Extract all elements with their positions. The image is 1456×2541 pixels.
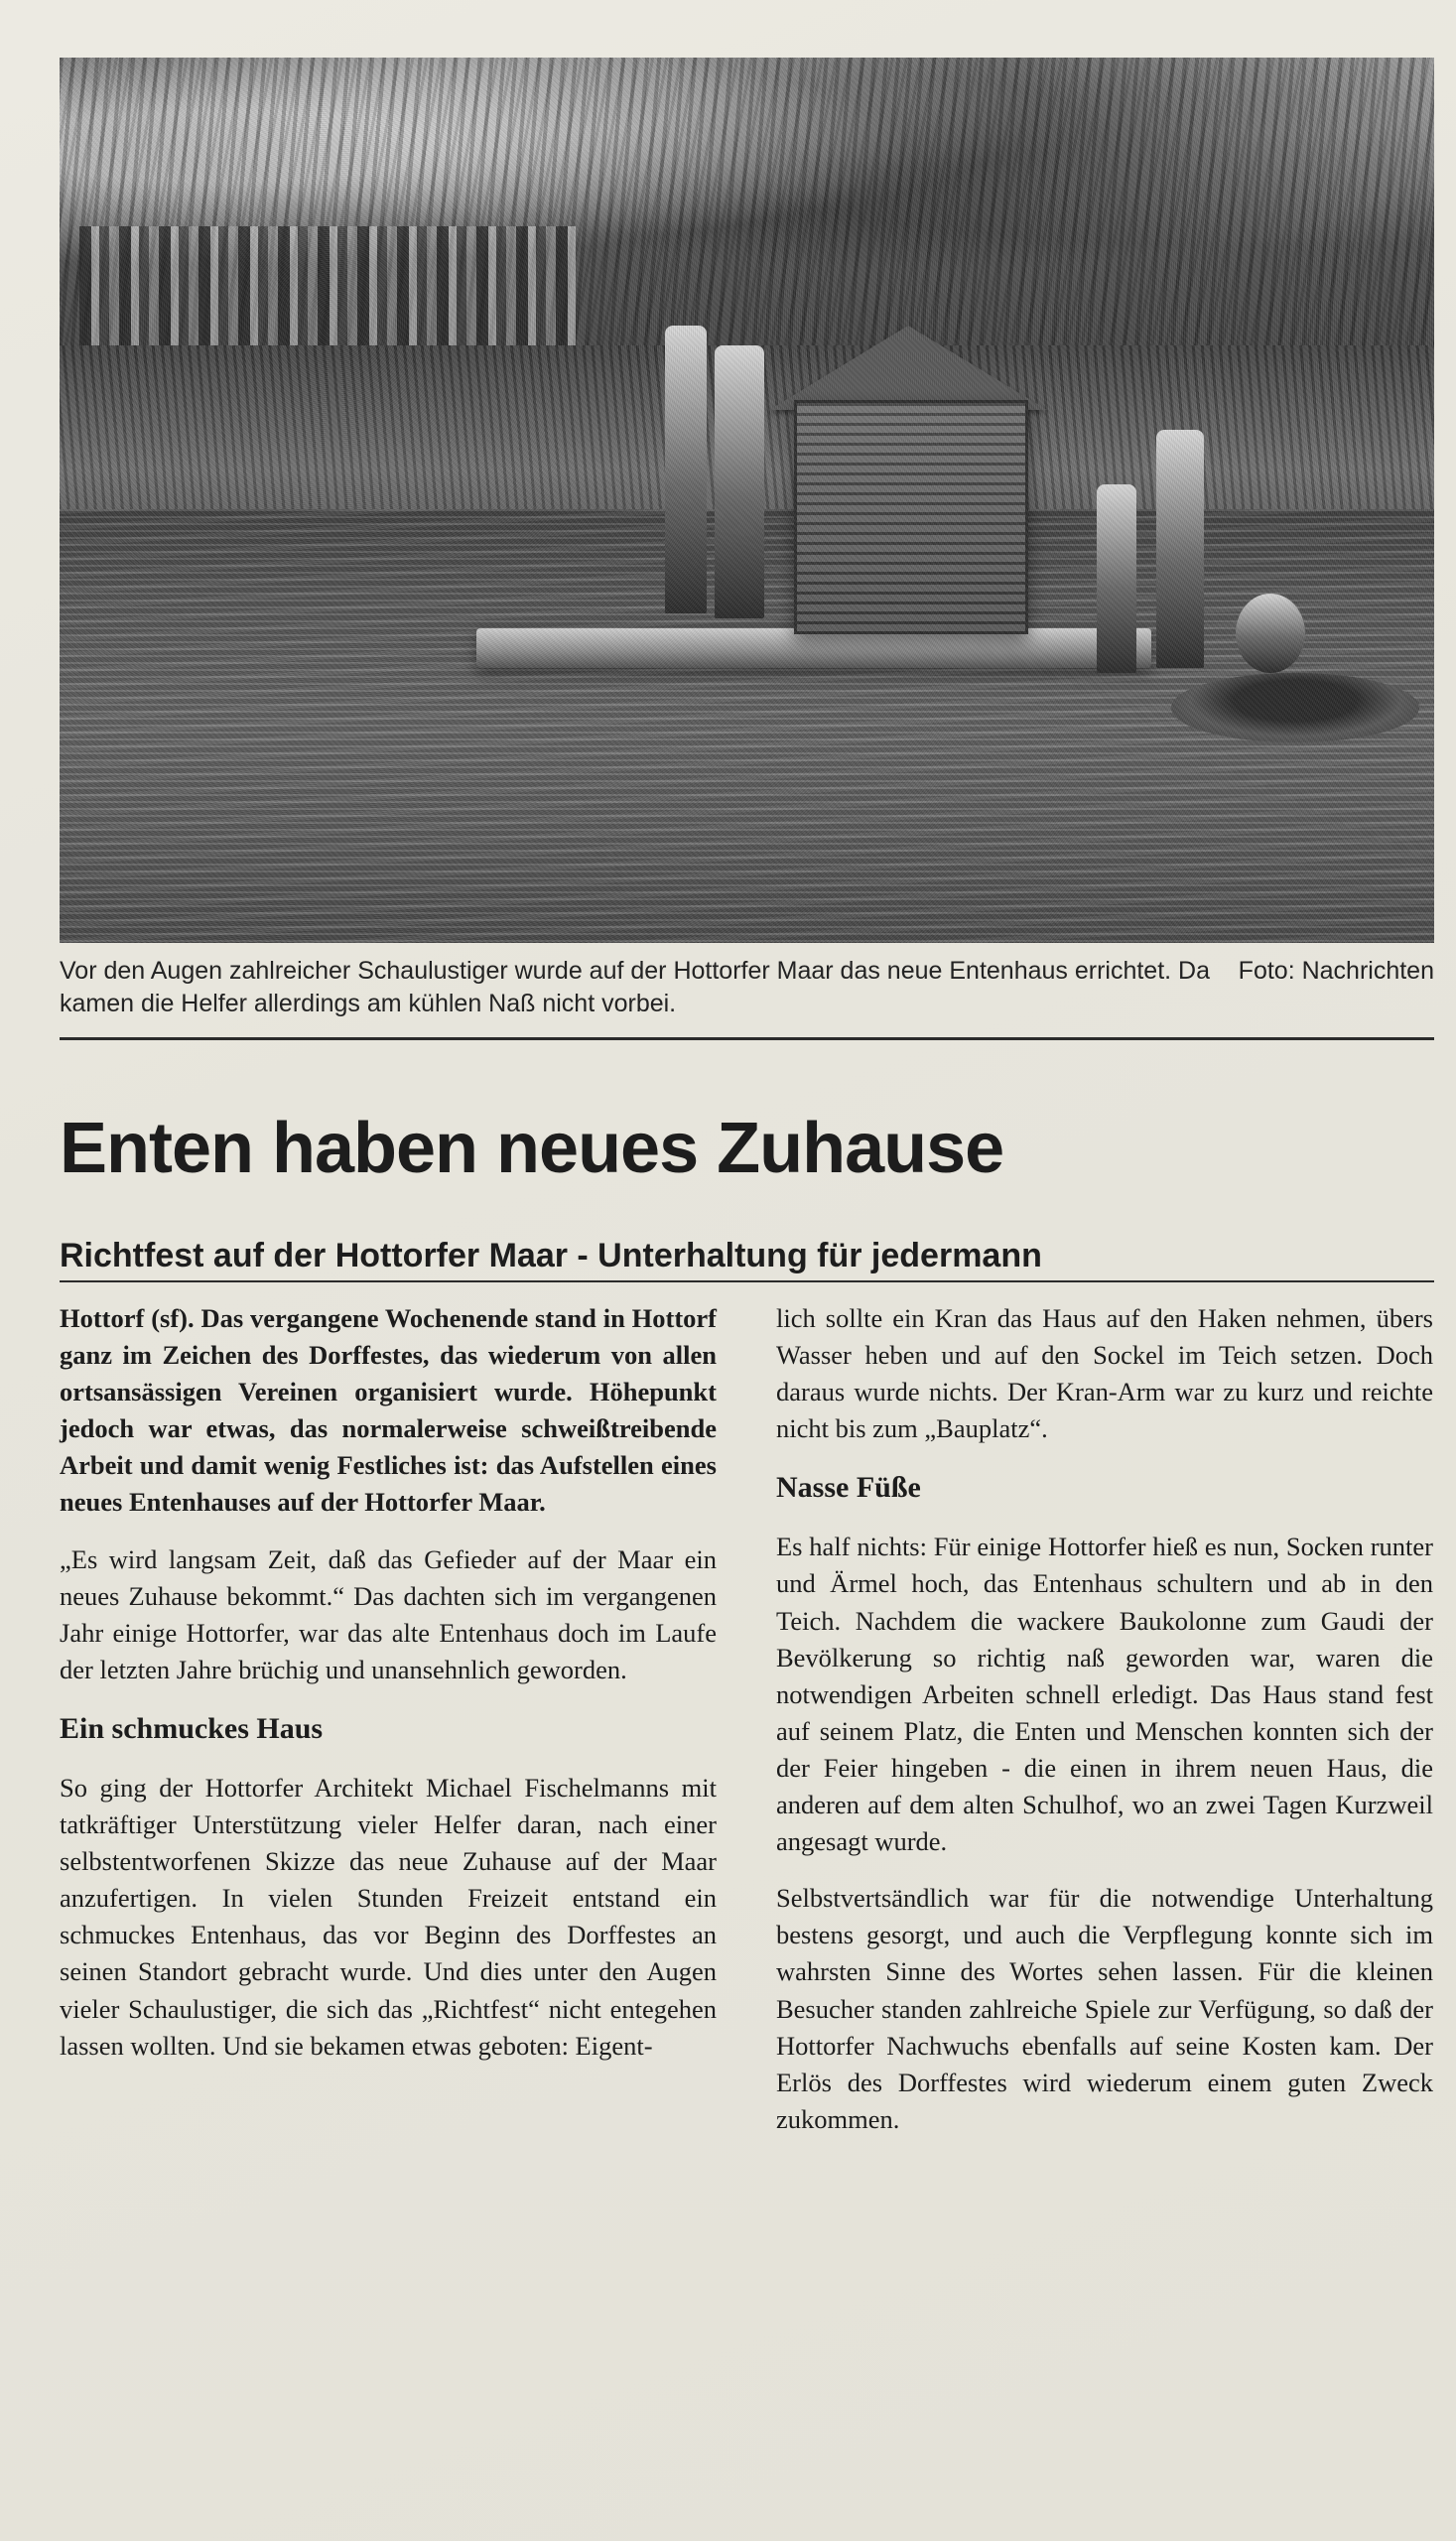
photo-duckhouse <box>794 400 1028 634</box>
photo-helper-1 <box>665 326 707 613</box>
article-column-right <box>776 1300 1433 2501</box>
photo-raft <box>476 628 1151 668</box>
article-paragraph: Selbstvertsändlich war für die notwendige Unterhaltung bestens gesorgt, und auch die Verpflegung konnte sich im wahrsten Sinne des Wortes sehen lassen. Für die kleinen Besucher standen zahlreiche Spiele zur Verfügung, so daß der Hottorfer Nachwuchs ebenfalls auf seine Kosten kam. Der Erlös des Dorffestes wird wiederum einem guten Zweck zukommen. <box>776 1883 1433 2134</box>
article-section-heading: Ein schmuckes Haus <box>60 1711 324 1745</box>
photo-helper-3 <box>1156 430 1204 668</box>
article-paragraph: lich sollte ein Kran das Haus auf den Haken nehmen, übers Wasser heben und auf den Sockel im Teich setzen. Doch daraus wurde nichts. Der Kran-Arm war zu kurz und reichte nicht bis zum „Bauplatz“. <box>776 1303 1433 1444</box>
photo-credit: Foto: Nachrichten <box>1238 957 1434 985</box>
photo-dinghy <box>1171 673 1419 742</box>
photo-caption <box>60 955 1434 1020</box>
photo-duckhouse-roof <box>769 326 1047 410</box>
article-paragraph: So ging der Hottorfer Architekt Michael Fischelmanns mit tatkräftiger Unterstützung vieler Helfer daran, nach einer selbstentworfenen Skizze das neue Zuhause auf der Maar anzufertigen. In vielen Stunden Freizeit entstand ein schmuckes Entenhaus, das vor Beginn des Dorffestes an seinen Standort gebracht wurde. Und dies unter den Augen vieler Schaulustiger, die sich das „Richtfest“ nicht entegehen lassen wollten. Und sie bekamen etwas geboten: Eigent- <box>60 1772 717 2061</box>
article-paragraph: Es half nichts: Für einige Hottorfer hieß es nun, Socken runter und Ärmel hoch, das Entenhaus schultern und ab in den Teich. Nachdem die wackere Baukolonne zum Gaudi der Bevölkerung so richtig naß geworden war, waren die notwendigen Arbeiten schnell erledigt. Das Haus stand fest auf seinem Platz, die Enten und Menschen konnten sich der der Feier hingeben - die einen in ihrem neuen Haus, die anderen auf dem alten Schulhof, wo an zwei Tagen Kurzweil angesagt wurde. <box>776 1532 1433 1857</box>
photo-image <box>60 58 1434 943</box>
divider-above-headline <box>60 1037 1434 1040</box>
photo-caption-text: Vor den Augen zahlreicher Schaulustiger wurde auf der Hottorfer Maar das neue Entenhaus errichtet. Da kamen die Helfer allerdings am kühlen Naß nicht vorbei. <box>60 957 1211 1017</box>
article-column-left <box>60 1300 717 2501</box>
article-photo <box>60 58 1434 943</box>
photo-helper-5 <box>1236 594 1305 673</box>
article-body <box>60 1300 1434 2501</box>
divider-below-subheadline <box>60 1280 1434 1282</box>
photo-helper-2 <box>715 345 764 618</box>
article-section-heading: Nasse Füße <box>776 1471 921 1505</box>
article-paragraph: „Es wird langsam Zeit, daß das Gefieder auf der Maar ein neues Zuhause bekommt.“ Das dachten sich im vergangenen Jahr einige Hottorfer, war das alte Entenhaus doch im Laufe der letzten Jahre brüchig und unansehnlich geworden. <box>60 1543 717 1684</box>
photo-helper-4 <box>1097 484 1136 673</box>
article-subheadline: Richtfest auf der Hottorfer Maar - Unterhaltung für jedermann <box>60 1237 1042 1275</box>
photo-spectators <box>79 226 576 355</box>
page-title: Enten haben neues Zuhause <box>60 1109 1004 1189</box>
article-lead-paragraph: Hottorf (sf). Das vergangene Wochenende stand in Hottorf ganz im Zeichen des Dorffestes, das wiederum von allen ortsansässigen Vereinen organisiert wurde. Höhepunkt jedoch war etwas, das normalerweise schweißtreibende Arbeit und damit wenig Festliches ist: das Aufstellen eines neues Entenhauses auf der Hottorfer Maar. <box>60 1303 717 1518</box>
